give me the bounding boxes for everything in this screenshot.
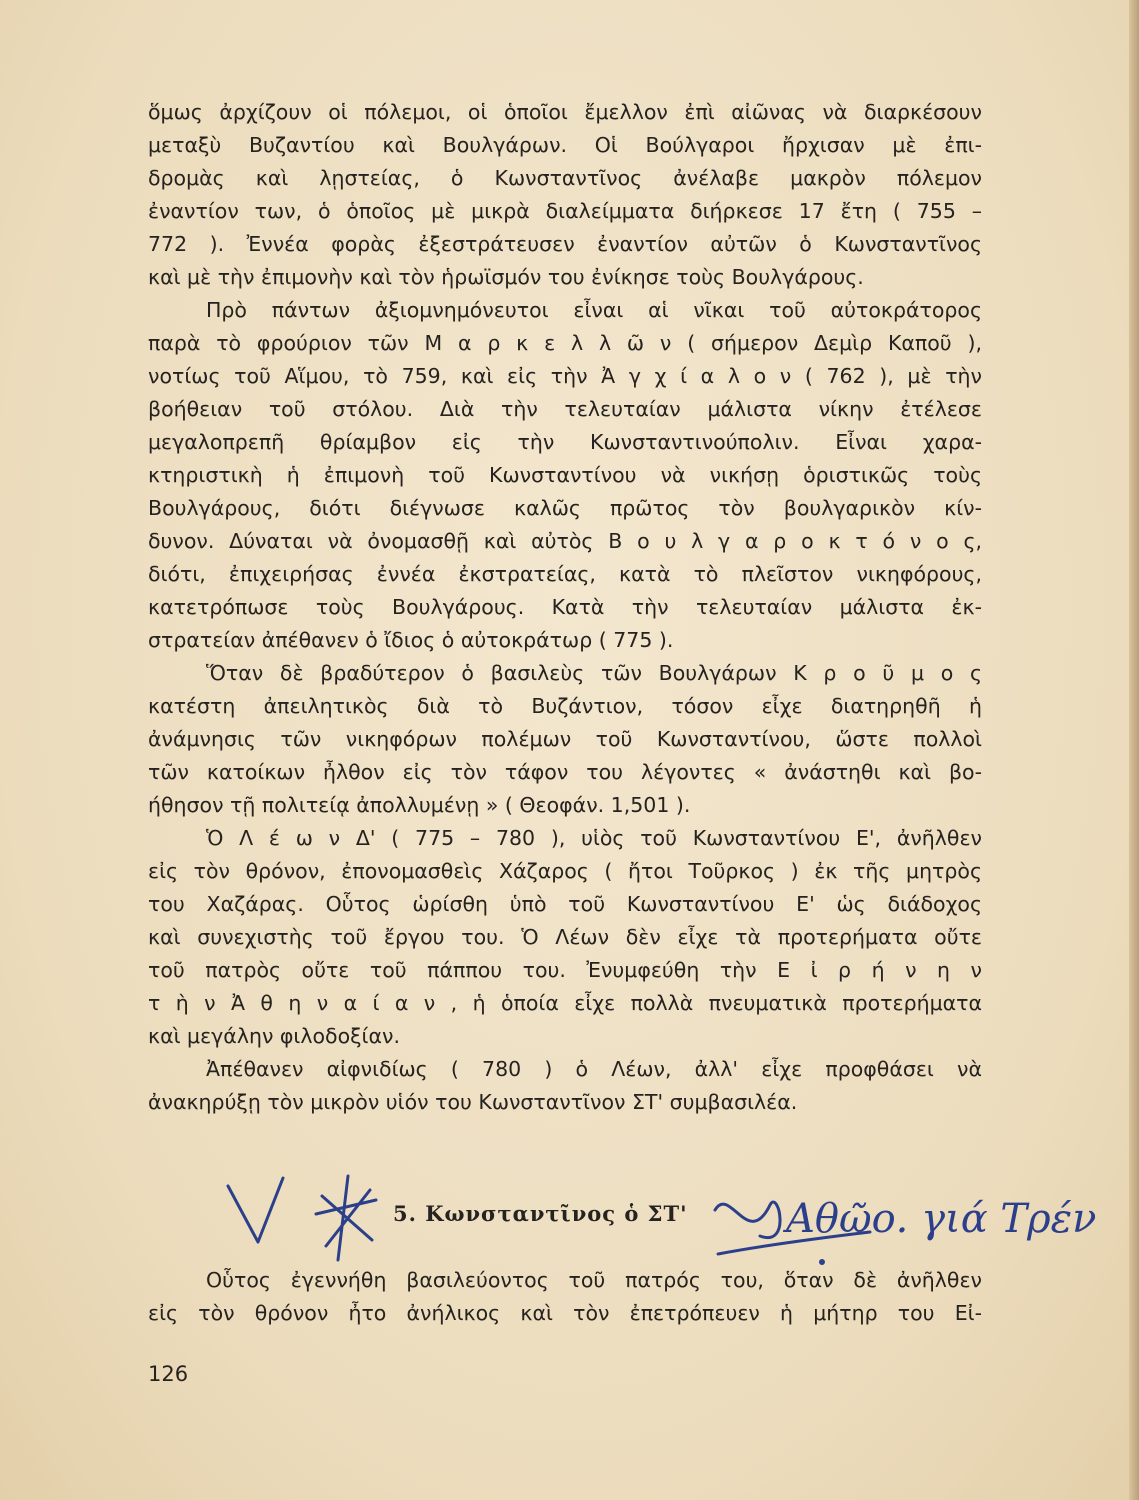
body-line: κτηριστικὴ ἡ ἐπιμονὴ τοῦ Κωνσταντίνου νὰ νικήσῃ ὁριστικῶς τοὺς — [148, 463, 982, 487]
body-line: δυνον. Δύναται νὰ ὀνομασθῇ καὶ αὐτὸς Β ο υ λ γ α ρ ο κ τ ό ν ο ς, — [148, 529, 982, 553]
section-body-text — [148, 1264, 982, 1330]
body-line: στρατείαν ἀπέθανεν ὁ ἴδιος ὁ αὐτοκράτωρ ( 775 ). — [148, 628, 674, 652]
body-line: Οὗτος ἐγεννήθη βασιλεύοντος τοῦ πατρός του, ὅταν δὲ ἀνῆλθεν — [206, 1268, 982, 1292]
body-line: μεταξὺ Βυζαντίου καὶ Βουλγάρων. Οἱ Βούλγαροι ἤρχισαν μὲ ἐπι- — [148, 133, 982, 157]
body-line: Ὅταν δὲ βραδύτερον ὁ βασιλεὺς τῶν Βουλγάρων Κ ρ ο ῦ μ ο ς — [206, 661, 982, 685]
body-line: ἀνάμνησις τῶν νικηφόρων πολέμων τοῦ Κωνσταντίνου, ὥστε πολλοὶ — [148, 727, 982, 751]
body-line: δρομὰς καὶ λῃστείας, ὁ Κωνσταντῖνος ἀνέλαβε μακρὸν πόλεμον — [148, 166, 982, 190]
body-line: κατέστη ἀπειλητικὸς διὰ τὸ Βυζάντιον, τόσον εἶχε διατηρηθῆ ἡ — [148, 694, 982, 718]
body-line: παρὰ τὸ φρούριον τῶν Μ α ρ κ ε λ λ ῶ ν ( σήμερον Δεμὶρ Καποῦ ), — [148, 331, 982, 355]
body-line: τῶν κατοίκων ἦλθον εἰς τὸν τάφον του λέγοντες « ἀνάστηθι καὶ βο- — [148, 760, 982, 784]
body-line: Ἀπέθανεν αἰφνιδίως ( 780 ) ὁ Λέων, ἀλλ' εἶχε προφθάσει νὰ — [206, 1057, 982, 1081]
body-line: τοῦ πατρὸς οὔτε τοῦ πάππου του. Ἐνυμφεύθη τὴν Ε ἰ ρ ή ν η ν — [148, 958, 982, 982]
body-line: εἰς τὸν θρόνον, ἐπονομασθεὶς Χάζαρος ( ἤτοι Τοῦρκος ) ἐκ τῆς μητρὸς — [148, 859, 982, 883]
body-line: ἐναντίον των, ὁ ὁποῖος μὲ μικρὰ διαλείμματα διήρκεσε 17 ἔτη ( 755 – — [148, 199, 982, 223]
body-line: μεγαλοπρεπῆ θρίαμβον εἰς τὴν Κωνσταντινούπολιν. Εἶναι χαρα- — [148, 430, 982, 454]
page-edge-shadow — [1129, 0, 1139, 1500]
body-line: ὅμως ἀρχίζουν οἱ πόλεμοι, οἱ ὁποῖοι ἔμελλον ἐπὶ αἰῶνας νὰ διαρκέσουν — [148, 100, 982, 124]
body-line: κατετρόπωσε τοὺς Βουλγάρους. Κατὰ τὴν τελευταίαν μάλιστα ἐκ- — [148, 595, 982, 619]
body-line: καὶ μὲ τὴν ἐπιμονὴν καὶ τὸν ἡρωϊσμόν του ἐνίκησε τοὺς Βουλγάρους. — [148, 265, 864, 289]
body-line: ήθησον τῇ πολιτείᾳ ἀπολλυμένῃ » ( Θεοφάν. 1,501 ). — [148, 793, 691, 817]
body-line: ἀνακηρύξῃ τὸν μικρὸν υἱόν του Κωνσταντῖνον ΣΤ' συμβασιλέα. — [148, 1090, 798, 1114]
page-number: 126 — [148, 1362, 189, 1386]
body-line: του Χαζάρας. Οὗτος ὡρίσθη ὑπὸ τοῦ Κωνσταντίνου Ε' ὡς διάδοχος — [148, 892, 982, 916]
body-line: Πρὸ πάντων ἀξιομνημόνευτοι εἶναι αἱ νῖκαι τοῦ αὐτοκράτορος — [206, 298, 982, 322]
body-line: Βουλγάρους, διότι διέγνωσε καλῶς πρῶτος τὸν βουλγαρικὸν κίν- — [148, 496, 982, 520]
body-line: καὶ μεγάλην φιλοδοξίαν. — [148, 1024, 400, 1048]
body-line: βοήθειαν τοῦ στόλου. Διὰ τὴν τελευταίαν μάλιστα νίκην ἐτέλεσε — [148, 397, 982, 421]
section-heading: 5. Κωνσταντῖνος ὁ ΣΤ' — [393, 1201, 688, 1226]
body-line: καὶ συνεχιστὴς τοῦ ἔργου του. Ὁ Λέων δὲν εἶχε τὰ προτερήματα οὔτε — [148, 925, 982, 949]
body-line: τ ὴ ν Ἀ θ η ν α ί α ν , ἡ ὁποία εἶχε πολλὰ πνευματικὰ προτερήματα — [148, 991, 982, 1015]
body-text — [148, 96, 982, 1119]
body-line: εἰς τὸν θρόνον ἦτο ἀνήλικος καὶ τὸν ἐπετρόπευεν ἡ μήτηρ του Εἰ- — [148, 1301, 982, 1325]
body-line: 772 ). Ἐννέα φορὰς ἐξεστράτευσεν ἐναντίον αὐτῶν ὁ Κωνσταντῖνος — [148, 232, 982, 256]
handwriting-note: Αθῶο. γιά Τρέν — [786, 1196, 1097, 1242]
body-line: Ὁ Λ έ ω ν Δ' ( 775 – 780 ), υἱὸς τοῦ Κωνσταντίνου Ε', ἀνῆλθεν — [206, 826, 982, 850]
body-line: διότι, ἐπιχειρήσας ἐννέα ἐκστρατείας, κατὰ τὸ πλεῖστον νικηφόρους, — [148, 562, 982, 586]
body-line: νοτίως τοῦ Αἵμου, τὸ 759, καὶ εἰς τὴν Ἀ γ χ ί α λ ο ν ( 762 ), μὲ τὴν — [148, 364, 982, 388]
